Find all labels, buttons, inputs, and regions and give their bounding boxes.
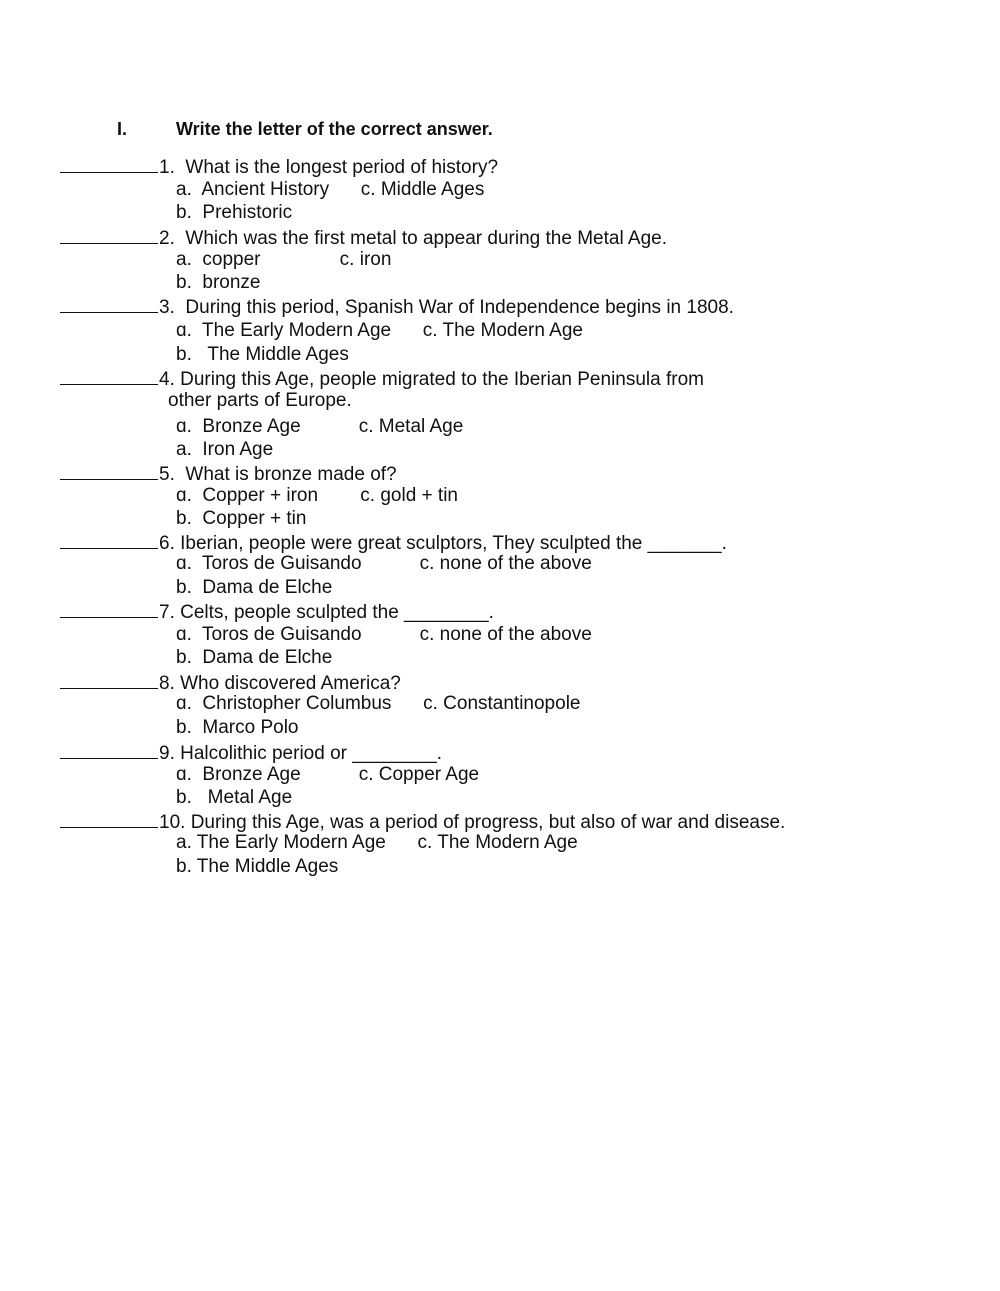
answer-blank-9[interactable]: [60, 740, 158, 759]
question-1: [60, 154, 498, 179]
answer-blank-6[interactable]: [60, 530, 158, 549]
question-4-options-row2: a. Iron Age: [176, 439, 274, 460]
question-5-stem: 5. What is bronze made of?: [159, 464, 397, 485]
question-1-options-row1: a. Ancient History c. Middle Ages: [176, 179, 485, 200]
question-5: [60, 461, 397, 486]
question-4: [60, 366, 704, 391]
answer-blank-7[interactable]: [60, 599, 158, 618]
question-8-options-row1: ɑ. Christopher Columbus c. Constantinopole: [176, 693, 581, 714]
question-7-options-row1: ɑ. Toros de Guisando c. none of the above: [176, 624, 592, 645]
section-numeral: I.: [117, 119, 128, 139]
question-3-options-row1: ɑ. The Early Modern Age c. The Modern Age: [176, 320, 583, 341]
question-1-options-row2: b. Prehistoric: [176, 202, 293, 223]
question-4-stem: 4. During this Age, people migrated to the Iberian Peninsula from: [159, 369, 704, 390]
question-8: [60, 670, 401, 695]
question-6: [60, 530, 727, 555]
question-2-options-row2: b. bronze: [176, 272, 261, 293]
question-10: [60, 809, 785, 834]
question-6-stem: 6. Iberian, people were great sculptors, They sculpted the _______.: [159, 533, 727, 554]
question-10-stem: 10. During this Age, was a period of progress, but also of war and disease.: [159, 812, 786, 833]
question-5-options-row1: ɑ. Copper + iron c. gold + tin: [176, 485, 458, 506]
question-8-options-row2: b. Marco Polo: [176, 717, 299, 738]
question-8-stem: 8. Who discovered America?: [159, 673, 401, 694]
answer-blank-10[interactable]: [60, 809, 158, 828]
question-3-stem: 3. During this period, Spanish War of Independence begins in 1808.: [159, 297, 734, 318]
question-1-stem: 1. What is the longest period of history?: [159, 157, 499, 178]
section-instruction: Write the letter of the correct answer.: [176, 119, 493, 139]
question-6-options-row2: b. Dama de Elche: [176, 577, 333, 598]
answer-blank-1[interactable]: [60, 154, 158, 173]
question-10-options-row1: a. The Early Modern Age c. The Modern Age: [176, 832, 578, 853]
answer-blank-3[interactable]: [60, 294, 158, 313]
answer-blank-8[interactable]: [60, 670, 158, 689]
question-2-stem: 2. Which was the first metal to appear during the Metal Age.: [159, 228, 667, 249]
question-9-stem: 9. Halcolithic period or ________.: [159, 743, 443, 764]
question-7: [60, 599, 494, 624]
question-9: [60, 740, 442, 765]
answer-blank-5[interactable]: [60, 461, 158, 480]
question-10-options-row2: b. The Middle Ages: [176, 856, 339, 877]
question-9-options-row2: b. Metal Age: [176, 787, 293, 808]
question-4-options-row1: ɑ. Bronze Age c. Metal Age: [176, 416, 464, 437]
question-5-options-row2: b. Copper + tin: [176, 508, 307, 529]
answer-blank-2[interactable]: [60, 225, 158, 244]
question-3: [60, 294, 734, 319]
answer-blank-4[interactable]: [60, 366, 158, 385]
question-9-options-row1: ɑ. Bronze Age c. Copper Age: [176, 764, 480, 785]
question-2-options-row1: a. copper c. iron: [176, 249, 392, 270]
question-7-options-row2: b. Dama de Elche: [176, 647, 333, 668]
question-6-options-row1: ɑ. Toros de Guisando c. none of the above: [176, 553, 592, 574]
question-2: [60, 225, 667, 250]
question-3-options-row2: b. The Middle Ages: [176, 344, 349, 365]
question-4-stem-continued: other parts of Europe.: [168, 390, 352, 411]
question-7-stem: 7. Celts, people sculpted the ________.: [159, 602, 494, 623]
